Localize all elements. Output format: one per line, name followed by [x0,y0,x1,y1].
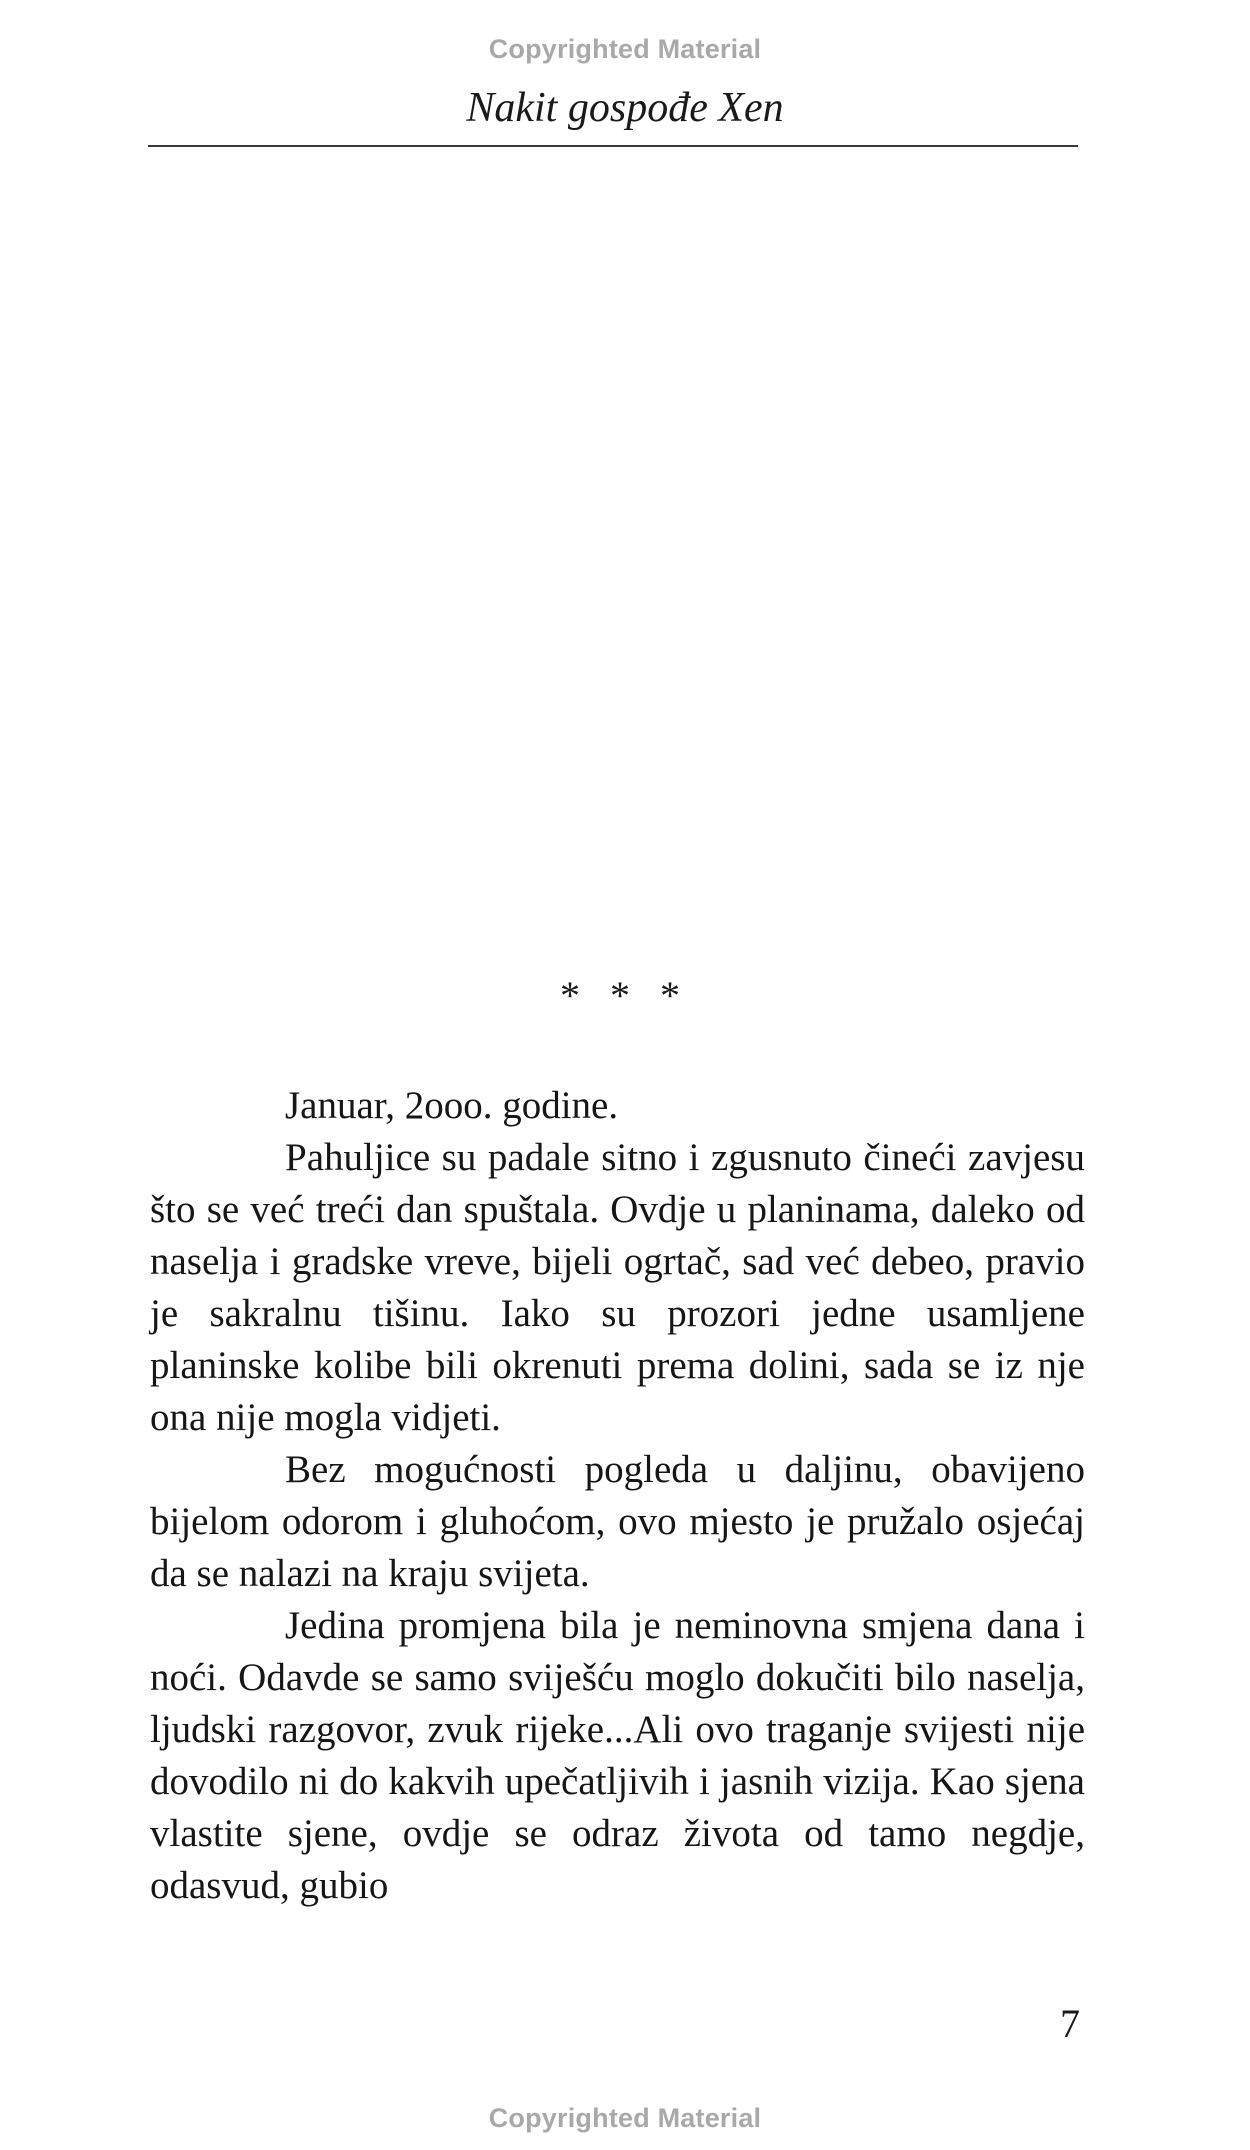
page-number: 7 [1060,2001,1080,2046]
copyright-watermark-bottom: Copyrighted Material [488,2103,762,2133]
body-text [150,1080,1085,1912]
paragraph: Pahuljice su padale sitno i zgusnuto čineći zavjesu što se već treći dan spuštala. Ovdje u planinama, daleko od naselja i gradske vreve, bijeli ogrtač, sad već debeo, pravio je sakralnu tišinu. Iako su prozori jedne usamljene planinske kolibe bili okrenuti prema dolini, sada se iz nje ona nije mogla vidjeti. [150,1136,1085,1439]
paragraph: Jedina promjena bila je neminovna smjena dana i noći. Odavde se samo sviješću moglo dokučiti bilo naselja, ljudski razgovor, zvuk rijeke...Ali ovo traganje svijesti nije dovodilo ni do kakvih upečatljivih i jasnih vizija. Kao sjena vlastite sjene, ovdje se odraz života od tamo negdje, odasvud, gubio [150,1604,1085,1907]
section-break: * * * [560,973,690,1018]
header-rule [148,145,1078,147]
paragraph-date: Januar, 2ooo. godine. [285,1084,619,1127]
running-head-title: Nakit gospođe Xen [466,85,784,131]
paragraph: Bez mogućnosti pogleda u daljinu, obavijeno bijelom odorom i gluhoćom, ovo mjesto je pružalo osjećaj da se nalazi na kraju svijeta. [150,1448,1085,1595]
copyright-watermark-top: Copyrighted Material [488,34,762,64]
